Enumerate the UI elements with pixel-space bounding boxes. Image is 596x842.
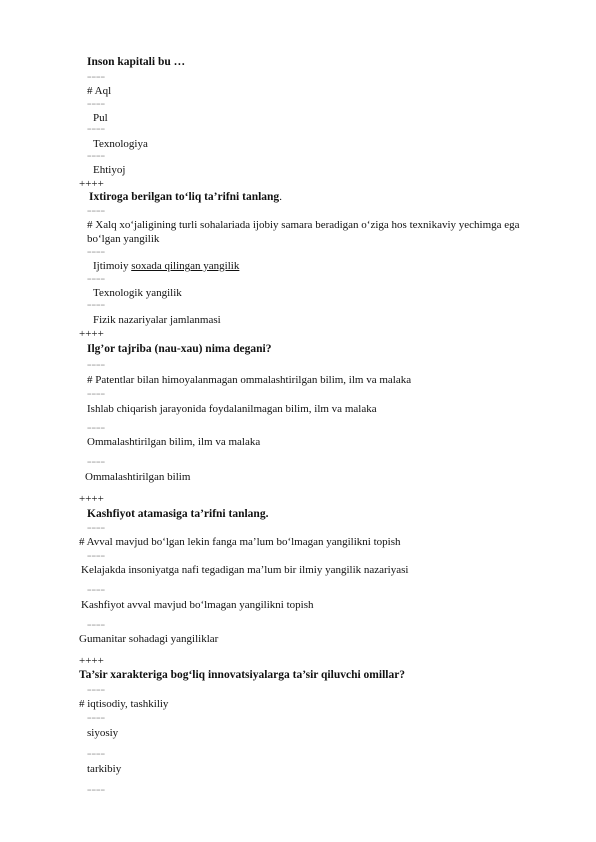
separator: ==== [87,686,106,695]
separator: ==== [87,621,106,630]
question-1: Inson kapitali bu … [87,56,186,68]
separator: ==== [87,73,106,82]
answer: Fizik nazariyalar jamlanmasi [93,314,221,326]
answer: Ommalashtirilgan bilim [85,471,191,483]
question-5: Ta’sir xarakteriga bog‘liq innovatsiyalarga ta’sir qiluvchi omillar? [79,669,406,681]
answer: Gumanitar sohadagi yangiliklar [79,633,219,645]
separator: ==== [87,248,106,257]
separator: ==== [87,152,106,161]
separator: ==== [87,458,106,467]
separator: ==== [87,207,106,216]
answer: tarkibiy [87,763,122,775]
question-2: Ixtiroga berilgan to‘liq ta’rifni tanlang. [89,191,282,203]
separator: ==== [87,524,106,533]
answer: Texnologiya [93,138,148,150]
question-3: Ilg’or tajriba (nau-xau) nima degani? [87,343,272,355]
question-divider: ++++ [79,328,104,340]
answer: Kashfiyot avval mavjud bo‘lmagan yangilikni topish [81,599,314,611]
question-divider: ++++ [79,493,104,505]
answer: Ehtiyoj [93,164,126,176]
answer: Ommalashtirilgan bilim, ilm va malaka [87,436,261,448]
answer-correct-cont: bo‘lgan yangilik [87,233,160,245]
answer: Ijtimoiy soxada qilingan yangilik [93,260,240,272]
question-divider: ++++ [79,655,104,667]
question-4: Kashfiyot atamasiga ta’rifni tanlang. [87,508,269,520]
separator: ==== [87,552,106,561]
answer-correct: # Patentlar bilan himoyalanmagan ommalashtirilgan bilim, ilm va malaka [87,374,412,386]
separator: ==== [87,125,106,134]
separator: ==== [87,714,106,723]
answer-correct: # Xalq xo‘jaligining turli sohalariada ijobiy samara beradigan o‘ziga hos texnikaviy yechimga ega [87,219,520,231]
separator: ==== [87,424,106,433]
separator: ==== [87,786,106,795]
answer: Pul [93,112,108,124]
answer-correct: # Avval mavjud bo‘lgan lekin fanga ma’lum bo‘lmagan yangilikni topish [79,536,401,548]
separator: ==== [87,390,106,399]
separator: ==== [87,275,106,284]
answer: siyosiy [87,727,119,739]
separator: ==== [87,750,106,759]
separator: ==== [87,586,106,595]
answer-correct: # Aql [87,85,112,97]
separator: ==== [87,361,106,370]
answer-correct: # iqtisodiy, tashkiliy [79,698,169,710]
answer: Kelajakda insoniyatga nafi tegadigan ma’lum bir ilmiy yangilik nazariyasi [81,564,409,576]
separator: ==== [87,301,106,310]
answer: Texnologik yangilik [93,287,182,299]
question-divider: ++++ [79,178,104,190]
answer: Ishlab chiqarish jarayonida foydalanilmagan bilim, ilm va malaka [87,403,377,415]
separator: ==== [87,100,106,109]
